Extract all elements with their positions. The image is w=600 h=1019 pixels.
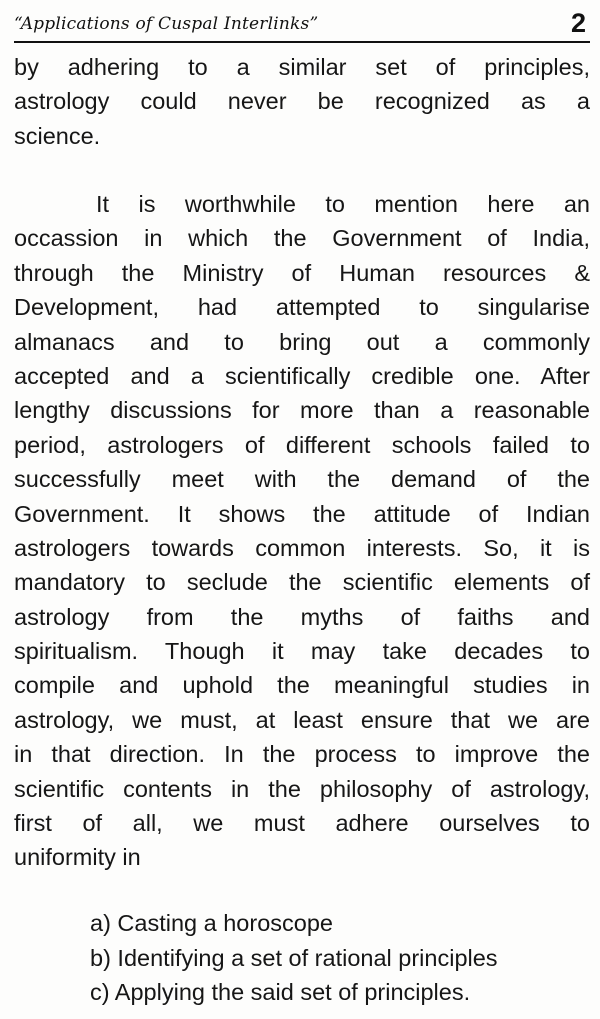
text-line: almanacs and to bring out a commonly (14, 328, 590, 355)
text-line: first of all, we must adhere ourselves to (14, 810, 590, 837)
list-item: c) Applying the said set of principles. (90, 979, 471, 1005)
text-line: astrology from the myths of faiths and (14, 603, 590, 630)
text-line: by adhering to a similar set of principles, (14, 54, 590, 80)
paragraph-continuation (14, 50, 590, 153)
paragraph-main (14, 187, 590, 875)
text-line: uniformity in (14, 844, 141, 871)
text-line: occassion in which the Government of India, (14, 225, 590, 252)
page-number: 2 (570, 8, 586, 38)
text-line: through the Ministry of Human resources & (14, 259, 590, 286)
text-line: astrology could never be recognized as a (14, 88, 590, 115)
text-line: Development, had attempted to singularise (14, 294, 590, 321)
text-line: mandatory to seclude the scientific elements of (14, 569, 590, 596)
text-line: science. (14, 122, 101, 149)
text-line: astrologers towards common interests. So, it is (14, 534, 590, 561)
page-header (14, 8, 590, 42)
running-title: “Applications of Cuspal Interlinks” (14, 14, 319, 34)
list-item: b) Identifying a set of rational principles (90, 944, 498, 971)
header-rule (14, 41, 590, 43)
text-line: scientific contents in the philosophy of astrology, (14, 775, 590, 802)
text-line: accepted and a scientifically credible one. After (14, 362, 590, 389)
text-line: period, astrologers of different schools failed to (14, 431, 590, 458)
text-line: in that direction. In the process to improve the (14, 741, 590, 768)
text-line: compile and uphold the meaningful studies in (14, 672, 590, 699)
enumerated-list (90, 906, 498, 1010)
text-line: lengthy discussions for more than a reasonable (14, 397, 590, 424)
text-line: It is worthwhile to mention here an (96, 191, 590, 217)
text-line: successfully meet with the demand of the (14, 466, 590, 493)
text-line: spiritualism. Though it may take decades to (14, 638, 590, 665)
list-item: a) Casting a horoscope (90, 910, 333, 936)
text-line: astrology, we must, at least ensure that we are (14, 706, 590, 733)
text-line: Government. It shows the attitude of Indian (14, 500, 590, 527)
